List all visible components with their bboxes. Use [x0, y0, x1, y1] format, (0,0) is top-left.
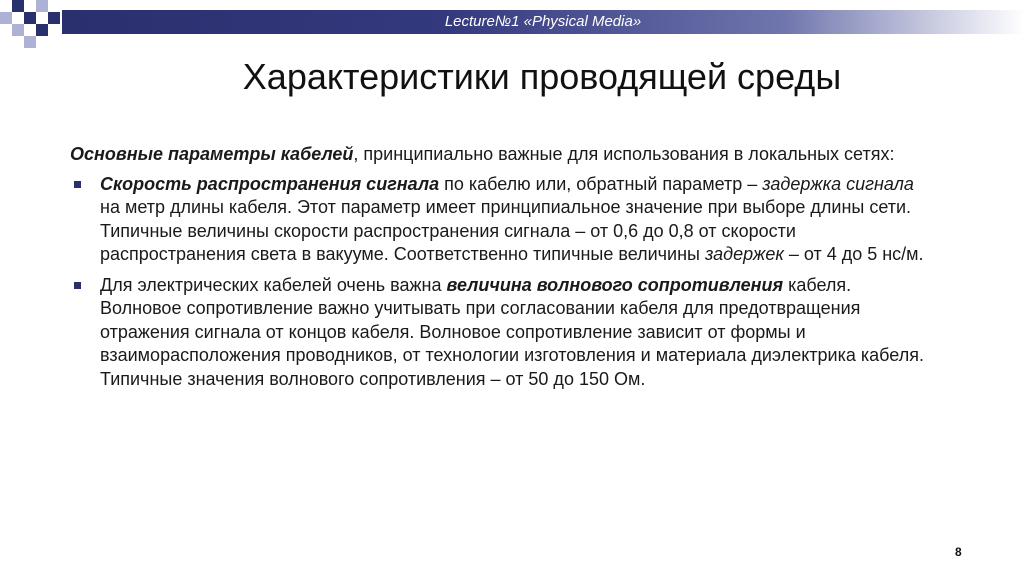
decor-square	[12, 0, 24, 12]
decor-square	[48, 12, 60, 24]
lecture-title: Lecture№1 «Physical Media»	[444, 13, 642, 30]
bullet-item	[70, 173, 930, 267]
page-number: 8	[955, 545, 962, 559]
intro-paragraph	[70, 143, 930, 167]
square-bullet-icon	[74, 181, 81, 188]
bullet-text: Для электрических кабелей очень важна	[100, 274, 447, 295]
decor-square	[0, 12, 12, 24]
bullet-emphasis: величина волнового сопротивления	[446, 274, 784, 295]
decor-square	[12, 24, 24, 36]
slide-body	[70, 143, 930, 398]
intro-text: , принципиально важные для использования в локальных сетях:	[353, 144, 895, 164]
bullet-italic: задержка сигнала	[762, 173, 914, 194]
decor-square	[36, 24, 48, 36]
intro-emphasis: Основные параметры кабелей	[70, 144, 354, 164]
decor-square	[24, 36, 36, 48]
bullet-item	[70, 274, 930, 392]
bullet-text: по кабелю или, обратный параметр –	[439, 173, 763, 194]
bullet-italic: задержек	[704, 244, 784, 264]
slide-title: Характеристики проводящей среды	[242, 56, 842, 97]
bullet-text: кабеля. Волновое сопротивление важно учитывать при согласовании кабеля для предотвращения отражения сигнала от концов кабеля. Волновое сопротивление зависит от формы и взаиморасположения проводников, от технологии изготовления и материала диэлектрика кабеля. Типичные значения волнового сопротивления – от 50 до 150 Ом.	[100, 274, 924, 389]
bullet-text: на метр длины кабеля. Этот параметр имеет принципиальное значение при выборе длины сети. Типичные величины скорости распространения сигнала – от 0,6 до 0,8 от скорости распространения света в вакууме. Соответственно типичные величины	[100, 197, 912, 264]
square-bullet-icon	[74, 282, 81, 289]
decor-square	[36, 0, 48, 12]
decor-square	[24, 12, 36, 24]
bullet-emphasis: Скорость распространения сигнала	[100, 173, 440, 194]
bullet-text: – от 4 до 5 нс/м.	[783, 244, 924, 264]
